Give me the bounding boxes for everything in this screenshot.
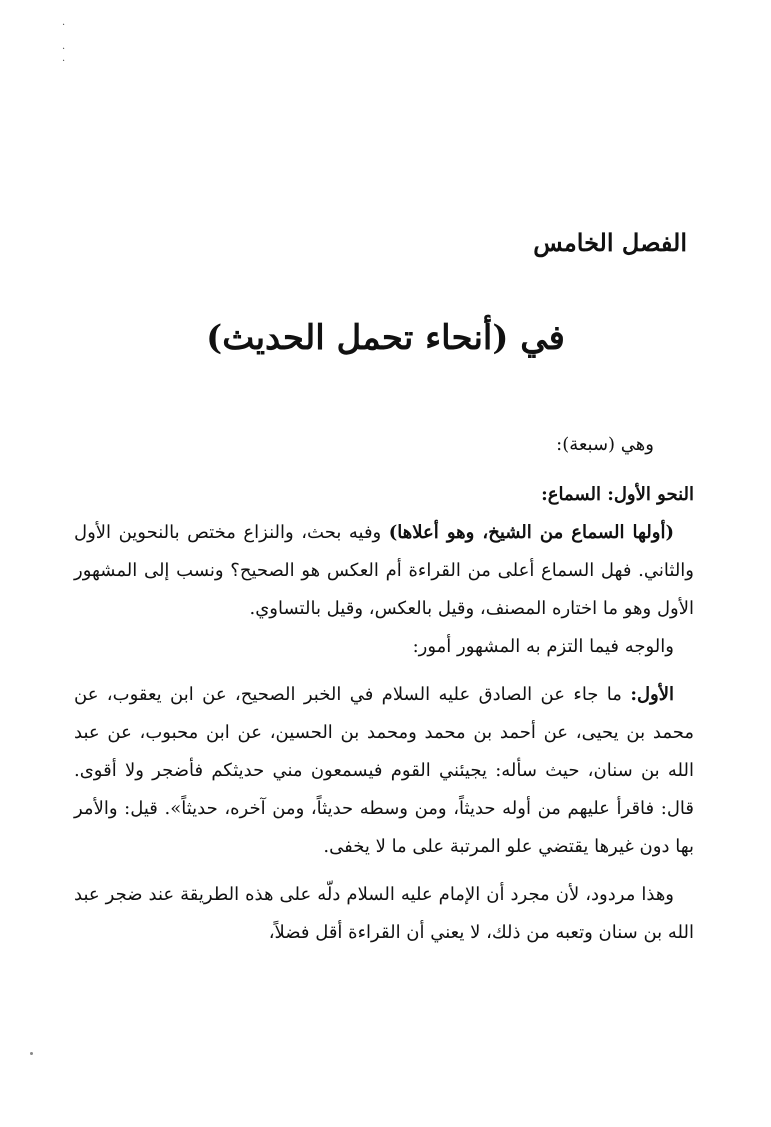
section-heading: النحو الأول: السماع: [541, 484, 694, 505]
intro-line: وهي (سبعة): [556, 434, 654, 455]
chapter-label: الفصل الخامس [533, 228, 687, 257]
chapter-title: في (أنحاء تحمل الحديث) [206, 318, 565, 358]
paragraph-1-bold: (أولها السماع من الشيخ، وهو أعلاها) [388, 522, 675, 543]
paragraph-2: والوجه فيما التزم به المشهور أمور: [412, 636, 674, 657]
page-speck [30, 1052, 33, 1055]
paragraph-3-text: ما جاء عن الصادق عليه السلام في الخبر الصحيح، عن ابن يعقوب، عن محمد بن يحيى، عن أحمد بن محمد ومحمد بن الحسين، عن ابن محبوب، عن عبد الله بن سنان، حيث سأله: يجيئني القوم فيسمعون مني حديثكم فأضجر ولا أقوى. قال: فاقرأ عليهم من أوله حديثاً، ومن وسطه حديثاً، ومن آخره، حديثاً». قيل: والأمر بها دون غيرها يقتضي علو المرتبة على ما لا يخفى. [74, 684, 694, 857]
paragraph-3-bold: الأول: [630, 684, 674, 705]
paragraph-3 [74, 676, 694, 866]
margin-marks: · · · [62, 20, 66, 67]
paragraph-4: وهذا مردود، لأن مجرد أن الإمام عليه السلام دلّه على هذه الطريقة عند ضجر عبد الله بن سنان وتعبه من ذلك، لا يعني أن القراءة أقل فضلاً، [74, 884, 694, 943]
paragraph-1 [74, 514, 694, 628]
paragraph-1-text: وفيه بحث، والنزاع مختص بالنحوين الأول والثاني. فهل السماع أعلى من القراءة أم العكس هو الصحيح؟ ونسب إلى المشهور الأول وهو ما اختاره المصنف، وقيل بالعكس، وقيل بالتساوي. [74, 522, 694, 619]
body-text [74, 420, 694, 952]
